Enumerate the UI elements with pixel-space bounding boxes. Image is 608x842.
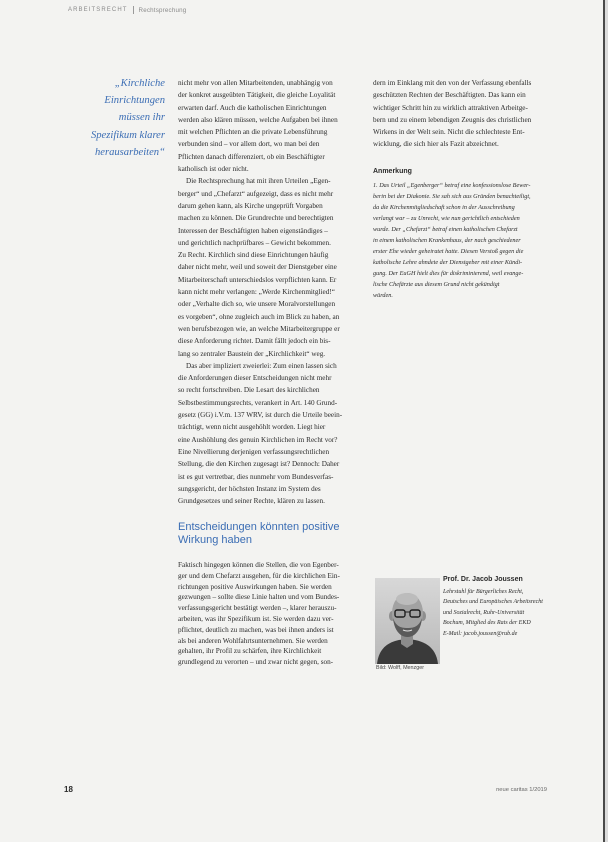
right-column-body — [373, 77, 547, 151]
paragraph — [178, 360, 355, 508]
author-bio-line: und Sozialrecht, Ruhr-Universität — [443, 609, 525, 616]
text-line: trächtigt, wenn nicht ausgehöhlt worden. Liegt hier — [178, 423, 326, 432]
header-divider — [133, 6, 134, 14]
text-line: Stellung, die den Kirchen zugesagt ist? Dennoch: Daher — [178, 460, 340, 469]
author-bio-line: E-Mail: jacob.joussen@rub.de — [443, 630, 518, 637]
text-line: Faktisch hingegen können die Stellen, die von Egenber- — [178, 561, 339, 569]
photo-credit: Bild: Wolff, Menzger — [376, 665, 425, 671]
text-line: wen berufsbezogen wie, an welche Mitarbeitergruppe er — [178, 324, 340, 333]
author-photo — [375, 578, 440, 664]
text-line: der konkret ausgeübten Tätigkeit, die gleiche Loyalität — [178, 91, 336, 100]
pull-quote-line: müssen ihr — [118, 112, 165, 124]
pull-quote-line: Einrichtungen — [104, 95, 165, 107]
text-line: Grundgesetzes und seiner Rechte, klären zu lassen. — [178, 497, 325, 506]
text-line: so recht fortschreiben. Die Lesart des kirchlichen — [178, 386, 320, 395]
text-line: als bei anderen Wohlfahrtsunternehmen. Sie werden — [178, 636, 328, 645]
left-column-body — [178, 77, 355, 507]
text-line: Mitarbeiterschaft unterschiedslos verpflichten kann. Er — [178, 275, 337, 284]
section-heading — [178, 521, 358, 547]
running-header — [68, 5, 186, 15]
text-line: berger“ und „Chefarzt“ aufgezeigt, dass es nicht mehr — [178, 189, 334, 198]
author-bio-line: Lehrstuhl für Bürgerliches Recht, — [443, 589, 524, 595]
text-line: grundlegend zu verorten – und zwar nicht gegen, son- — [178, 658, 334, 667]
text-line: werden also klären müssen, welche Aufgaben bei ihnen — [178, 115, 338, 124]
text-line: wicklung, die sich hier als Fazit abzeichnet. — [373, 140, 499, 149]
paragraph — [178, 560, 355, 668]
text-line: Die Rechtsprechung hat mit ihren Urteilen „Egen- — [186, 177, 331, 186]
text-line: mit welchen Pflichten an die private Lebensführung — [178, 128, 328, 137]
paragraph — [178, 77, 355, 175]
text-line: kann nicht mehr verlangen: „Werde Kirchenmitglied!“ — [178, 288, 335, 297]
paragraph — [373, 77, 547, 151]
text-line: Das aber impliziert zweierlei: Zum einen lassen sich — [186, 361, 337, 370]
text-line: verfassungsgericht bestätigt werden –, klarer herauszu- — [178, 604, 337, 613]
text-line: oder „Verhalte dich so, wie unsere Moralvorstellungen — [178, 300, 336, 309]
text-line: bern und zu einem lebendigen Zeugnis des christlichen — [373, 115, 532, 124]
text-line: lang so zentraler Baustein der „Kirchlichkeit“ weg. — [178, 349, 326, 358]
subsection-label: Rechtsprechung — [138, 6, 187, 14]
heading-line: Wirkung haben — [178, 534, 252, 546]
text-line: ger und dem Chefarzt ausgehen, für die kirchlichen Ein- — [178, 571, 340, 580]
footnote-line: 1. Das Urteil „Egenberger“ betraf eine konfessionslose Bewer- — [373, 182, 531, 189]
author-bio — [443, 587, 547, 639]
text-line: und gerichtlich nachprüfbares – Gewicht bekommen. — [178, 238, 331, 247]
text-line: katholisch ist oder nicht. — [178, 165, 249, 174]
heading-line: Entscheidungen könnten positive — [178, 521, 340, 533]
page-number: 18 — [64, 785, 73, 794]
text-line: Eine Nivellierung derjenigen verfassungsrechtlichen — [178, 447, 330, 456]
text-line: nicht mehr von allen Mitarbeitenden, unabhängig von — [178, 79, 333, 87]
text-line: machen zu können. Die Grundrechte und berechtigten — [178, 214, 334, 223]
footnote-line: verlangt war – zu Unrecht, wie nun gerichtlich entschieden — [373, 215, 520, 222]
text-line: gesetz (GG) i.V.m. 137 WRV, ist durch die Urteile beein- — [178, 411, 343, 420]
footnote-line: würden. — [373, 292, 393, 299]
text-line: Pflichten danach differenziert, ob ein Beschäftigter — [178, 152, 325, 161]
footnote-line: lische Chefärzte aus diesem Grund nicht gekündigt — [373, 281, 500, 288]
text-line: Interessen der Beschäftigten haben eigenständiges – — [178, 226, 328, 235]
text-line: eine Aushöhlung des genuin Kirchlichen im Recht vor? — [178, 435, 338, 444]
text-line: Wirkens in der Welt sein. Nicht die schlechteste Ent- — [373, 128, 525, 137]
text-line: gehalten, ihr Profil zu schärfen, ihre Kirchlichkeit — [178, 647, 322, 656]
text-line: gezwungen – sollte diese Linie halten und vom Bundes- — [178, 593, 340, 602]
text-line: verbunden sind – vor allem dort, wo man bei den — [178, 140, 320, 149]
text-line: sungsgericht, der höchsten Instanz im System des — [178, 484, 321, 493]
paragraph — [178, 175, 355, 359]
footnote-line: katholische Lehre ahndete der Dienstgeber mit einer Kündi- — [373, 259, 523, 266]
text-line: erwarten darf. Auch die katholischen Einrichtungen — [178, 103, 327, 112]
section-label: ARBEITSRECHT — [68, 7, 128, 13]
text-line: Zu Recht. Kirchlich sind diese Einrichtungen häufig — [178, 251, 329, 260]
text-line: pflichtet, deutlich zu machen, was bei ihnen anders ist — [178, 625, 334, 634]
text-line: daher nicht mehr, weil und soweit der Dienstgeber eine — [178, 263, 337, 272]
footnote-text — [373, 180, 547, 301]
text-line: geschützten Rechten der Beschäftigten. Das kann ein — [373, 91, 526, 100]
footnote-line: da die Kirchenmitgliedschaft schon in der Ausschreibung — [373, 204, 515, 211]
publication-footer: neue caritas 1/2019 — [496, 787, 547, 793]
text-line: darum gehen kann, als Kirche ungeprüft Vorgaben — [178, 201, 323, 210]
left-column-closing — [178, 560, 355, 668]
text-line: dern im Einklang mit den von der Verfassung ebenfalls — [373, 79, 532, 87]
text-line: ist es gut vertretbar, dies nunmehr vom Bundesverfas- — [178, 472, 334, 481]
text-line: wichtiger Schritt hin zu wirklich attraktiven Arbeitge- — [373, 103, 528, 112]
footnote-line: berin bei der Diakonie. Sie sah sich aus Gründen benachteiligt, — [373, 193, 531, 200]
note-heading: Anmerkung — [373, 168, 412, 175]
author-bio-line: Bochum, Mitglied des Rats der EKD — [443, 620, 531, 627]
author-bio-line: Deutsches und Europäisches Arbeitsrecht — [443, 599, 543, 606]
text-line: es vorgeben“, ohne zugleich auch im Blick zu haben, an — [178, 312, 340, 321]
text-line: richtungen positive Auswirkungen haben. Sie werden — [178, 582, 332, 591]
text-line: die Anforderungen dieser Entscheidungen nicht mehr — [178, 374, 332, 383]
pull-quote — [55, 75, 165, 161]
footnote-line: gung. Der EuGH hielt dies für diskriminierend, weil evange- — [373, 270, 524, 277]
pull-quote-line: „Kirchliche — [114, 78, 165, 89]
text-line: arbeiten, was ihr Spezifikum ist. Sie werden dazu ver- — [178, 614, 334, 623]
footnote-line: erster Ehe wieder geheiratet hatte. Diesen Verstoß gegen die — [373, 248, 524, 255]
footnote-line: in einem katholischen Krankenhaus, der nach geschiedener — [373, 237, 521, 244]
author-name: Prof. Dr. Jacob Joussen — [443, 576, 523, 583]
footnote-line: wurde. Der „Chefarzt“ betraf einen katholischen Chefarzt — [373, 226, 518, 233]
text-line: diese Anforderung richtet. Damit fällt jedoch ein bis- — [178, 337, 331, 346]
pull-quote-line: Spezifikum klarer — [90, 129, 165, 141]
pull-quote-line: herausarbeiten“ — [94, 146, 165, 158]
text-line: Selbstbestimmungsrechts, verankert in Art. 140 Grund- — [178, 398, 338, 407]
